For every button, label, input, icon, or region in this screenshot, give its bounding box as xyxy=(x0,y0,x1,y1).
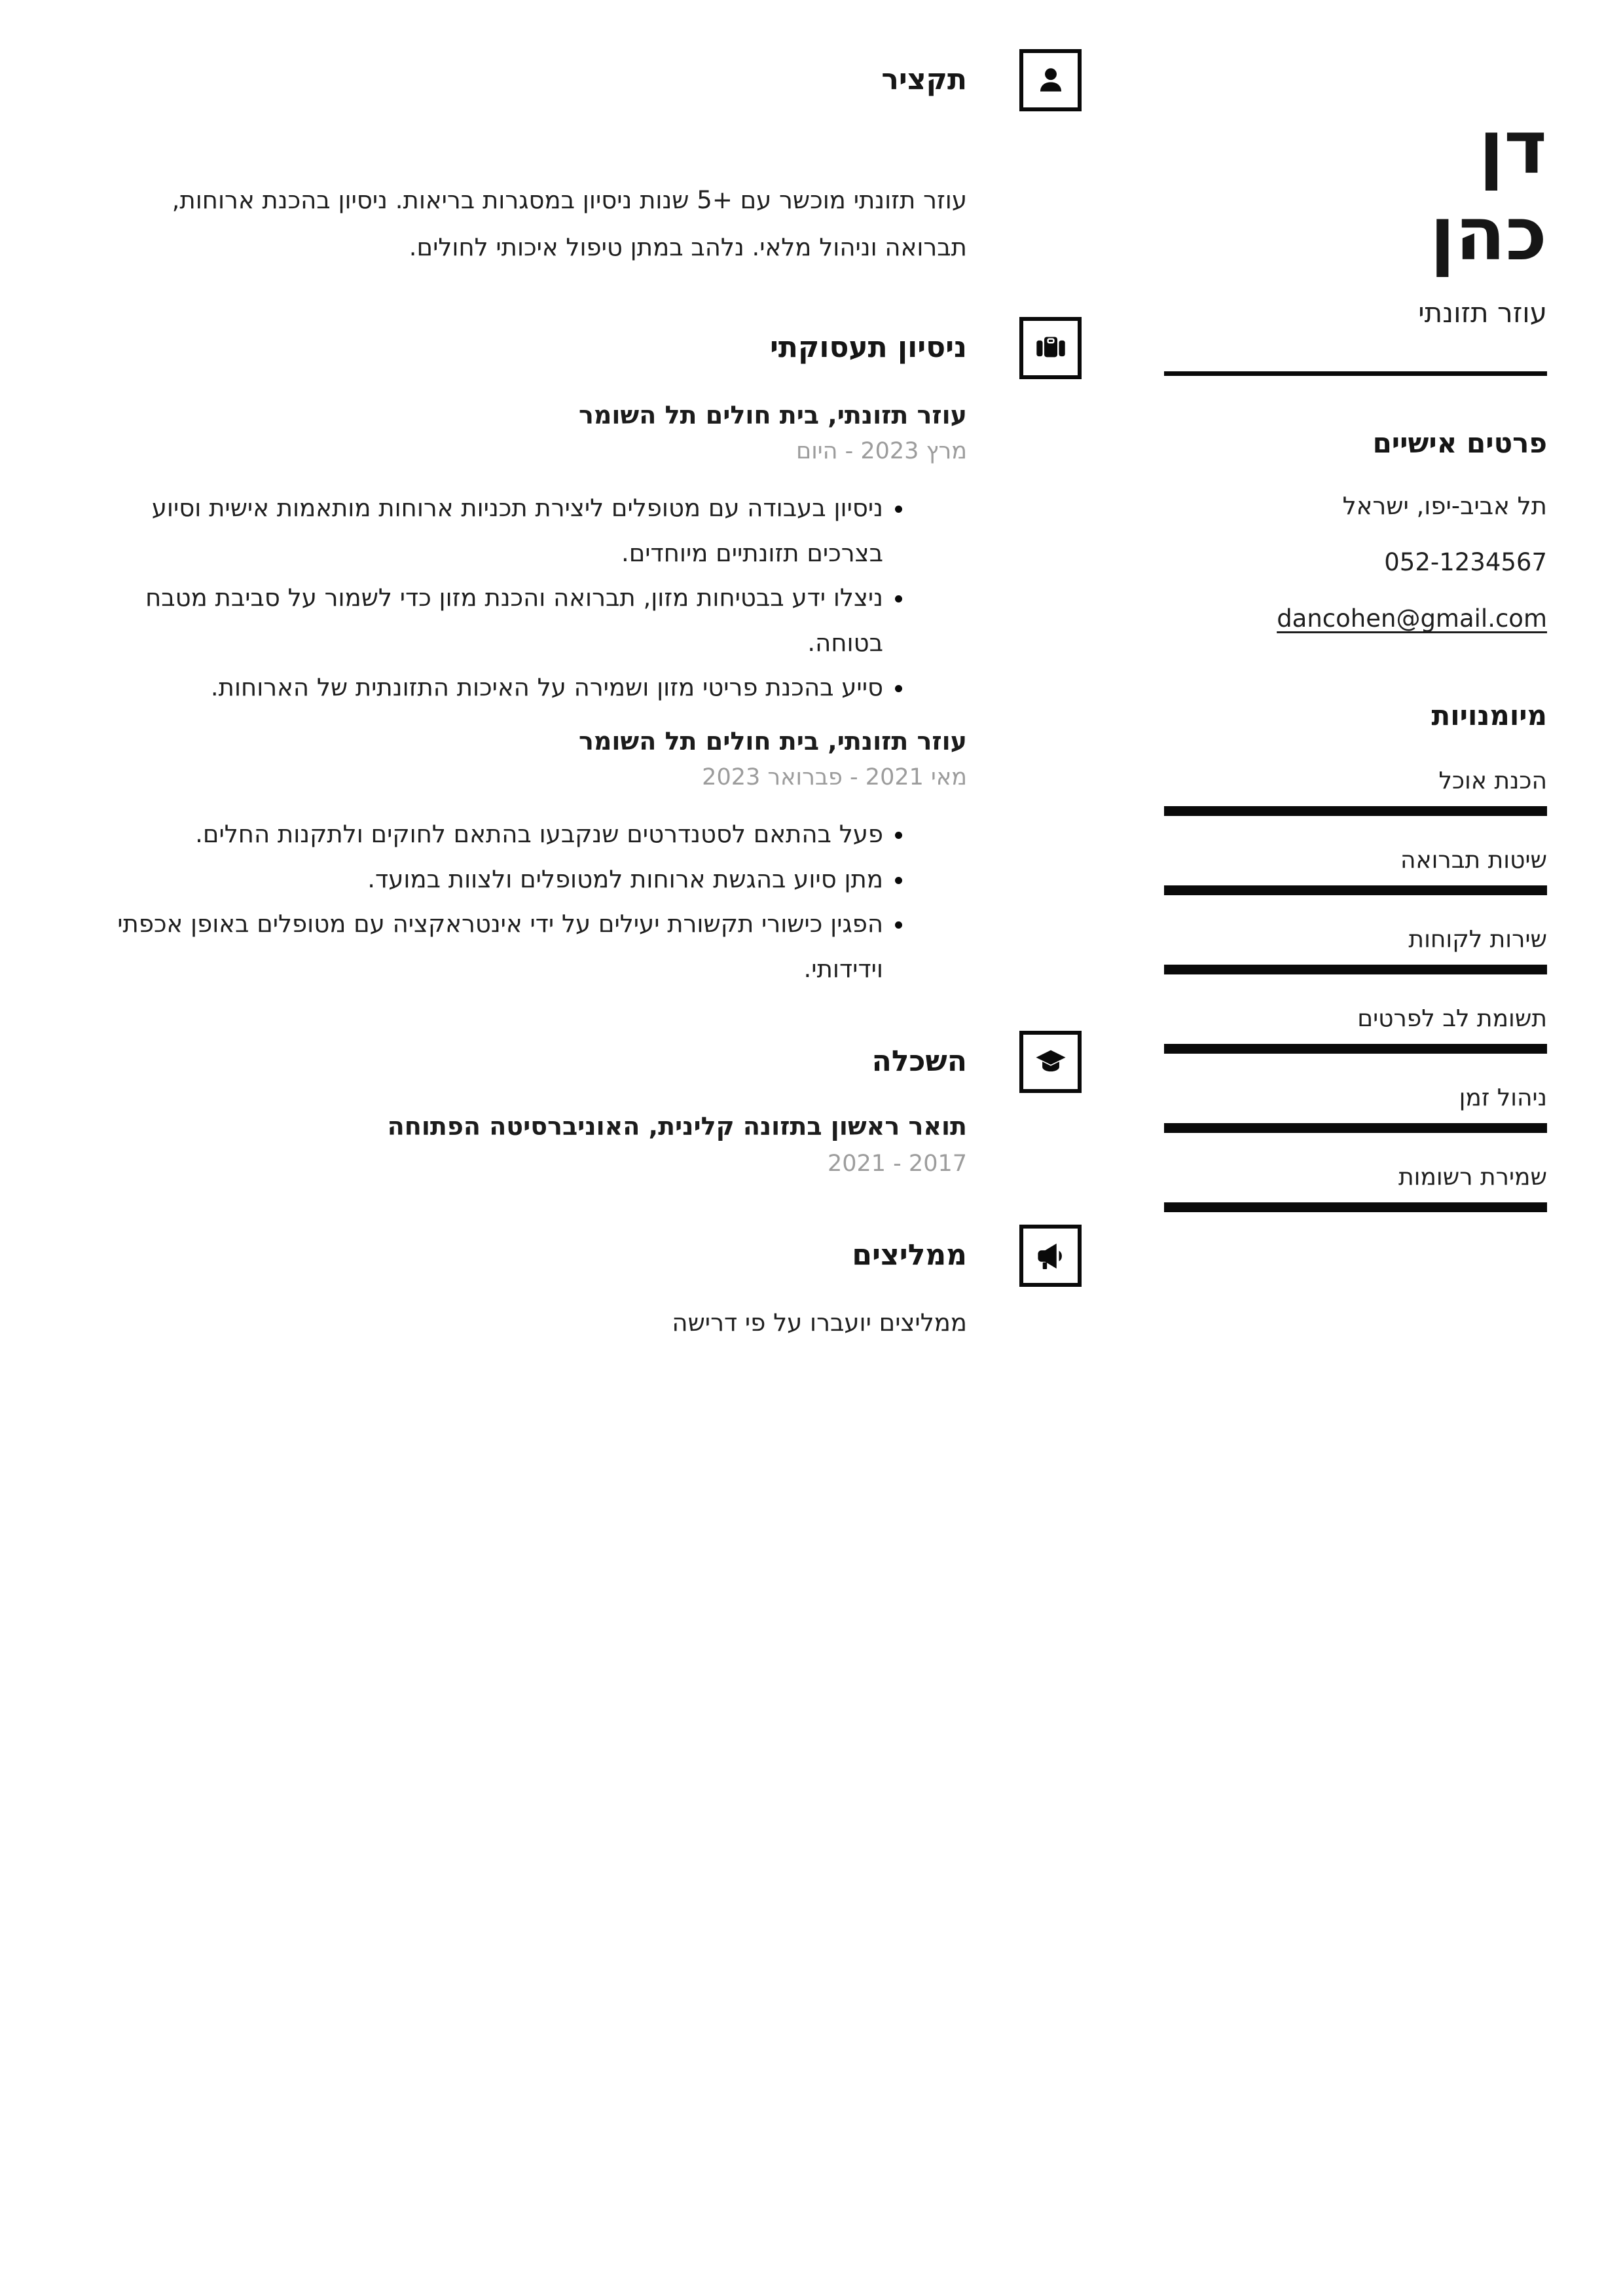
skill-item xyxy=(1164,1007,1547,1054)
skill-item xyxy=(1164,1086,1547,1133)
education-title: השכלה xyxy=(871,1045,967,1079)
detail-phone: 052-1234567 xyxy=(1384,548,1547,577)
experience-header xyxy=(98,317,1082,379)
skill-label: ניהול זמן xyxy=(1459,1084,1547,1111)
summary-text: עוזר תזונתי מוכשר עם +5 שנות ניסיון במסגרות בריאות. ניסיון בהכנת ארוחות, תברואה וניהול מלאי. נלהב במתן טיפול איכותי לחולים. xyxy=(172,186,967,262)
sidebar-divider xyxy=(1164,371,1547,376)
education-header xyxy=(98,1031,1082,1093)
education-dates: 2017 - 2021 xyxy=(827,1150,967,1177)
job-entry xyxy=(98,726,1082,991)
experience-title: ניסיון תעסוקתי xyxy=(769,331,967,365)
references-header xyxy=(98,1225,1082,1287)
job-title: עוזר תזונתי, בית חולים תל השומר xyxy=(578,727,967,756)
job-entry xyxy=(98,400,1082,710)
candidate-first-name: דן xyxy=(1478,105,1547,191)
skill-level-bar xyxy=(1164,1044,1547,1054)
candidate-name xyxy=(1164,105,1547,278)
bullet-item: • ניסיון בעבודה עם מטופלים ליצירת תכניות ארוחות מותאמות אישית וסיוע בצרכים תזונתיים מיוחדים. xyxy=(98,486,883,576)
skills-heading: מיומנויות xyxy=(1431,699,1547,732)
skill-item xyxy=(1164,846,1547,895)
skill-label: תשומת לב לפרטים xyxy=(1357,1005,1547,1032)
briefcase-icon xyxy=(1019,317,1082,379)
bullet-item: • מתן סיוע בהגשת ארוחות למטופלים ולצוות במועד. xyxy=(98,857,883,902)
bullet-item: • ניצלו ידע בבטיחות מזון, תברואה והכנת מזון כדי לשמור על סביבת מטבח בטוחה. xyxy=(98,576,883,665)
job-bullets xyxy=(98,486,967,710)
bullet-item: • סייע בהכנת פריטי מזון ושמירה על האיכות התזונתית של הארוחות. xyxy=(98,665,883,710)
personal-details-list xyxy=(1164,494,1547,631)
skill-level-bar xyxy=(1164,885,1547,895)
main-column xyxy=(98,49,1082,2296)
detail-location: תל אביב-יפו, ישראל xyxy=(1342,492,1547,521)
megaphone-icon xyxy=(1019,1225,1082,1287)
skill-label: שיטות תברואה xyxy=(1400,846,1547,874)
job-dates: מאי 2021 - פברואר 2023 xyxy=(702,764,967,790)
graduation-cap-icon xyxy=(1019,1031,1082,1093)
skill-item xyxy=(1164,925,1547,974)
skill-label: הכנת אוכל xyxy=(1438,767,1547,794)
section-summary xyxy=(98,49,1082,271)
skills-list xyxy=(1164,769,1547,1212)
candidate-job-title: עוזר תזונתי xyxy=(1418,297,1547,329)
degree-title: תואר ראשון בתזונה קלינית, האוניברסיטה הפתוחה xyxy=(387,1112,967,1141)
email-link[interactable]: dancohen@gmail.com xyxy=(1277,604,1547,633)
skill-item xyxy=(1164,1163,1547,1212)
job-title: עוזר תזונתי, בית חולים תל השומר xyxy=(578,401,967,430)
section-experience xyxy=(98,317,1082,991)
section-references xyxy=(98,1225,1082,1342)
personal-details-heading: פרטים אישיים xyxy=(1372,426,1547,459)
sidebar xyxy=(1164,49,1547,2296)
skill-label: שירות לקוחות xyxy=(1408,925,1547,953)
skill-label: שמירת רשומות xyxy=(1398,1163,1547,1191)
skill-level-bar xyxy=(1164,806,1547,816)
job-dates: מרץ 2023 - היום xyxy=(796,437,967,464)
job-bullets xyxy=(98,812,967,991)
references-title: ממליצים xyxy=(852,1238,967,1272)
summary-title: תקציר xyxy=(881,63,967,97)
skill-item xyxy=(1164,769,1547,816)
summary-header xyxy=(98,49,1082,111)
bullet-item: • פעל בהתאם לסטנדרטים שנקבעו בהתאם לחוקים ולתקנות החלים. xyxy=(98,812,883,857)
person-icon xyxy=(1019,49,1082,111)
candidate-last-name: כהן xyxy=(1430,192,1547,278)
section-education xyxy=(98,1031,1082,1179)
skill-level-bar xyxy=(1164,965,1547,974)
skill-level-bar xyxy=(1164,1123,1547,1133)
bullet-item: • הפגין כישורי תקשורת יעילים על ידי אינטראקציה עם מטופלים באופן אכפתי וידידותי. xyxy=(98,902,883,991)
references-text: ממליצים יועברו על פי דרישה xyxy=(672,1308,967,1337)
skill-level-bar xyxy=(1164,1202,1547,1212)
